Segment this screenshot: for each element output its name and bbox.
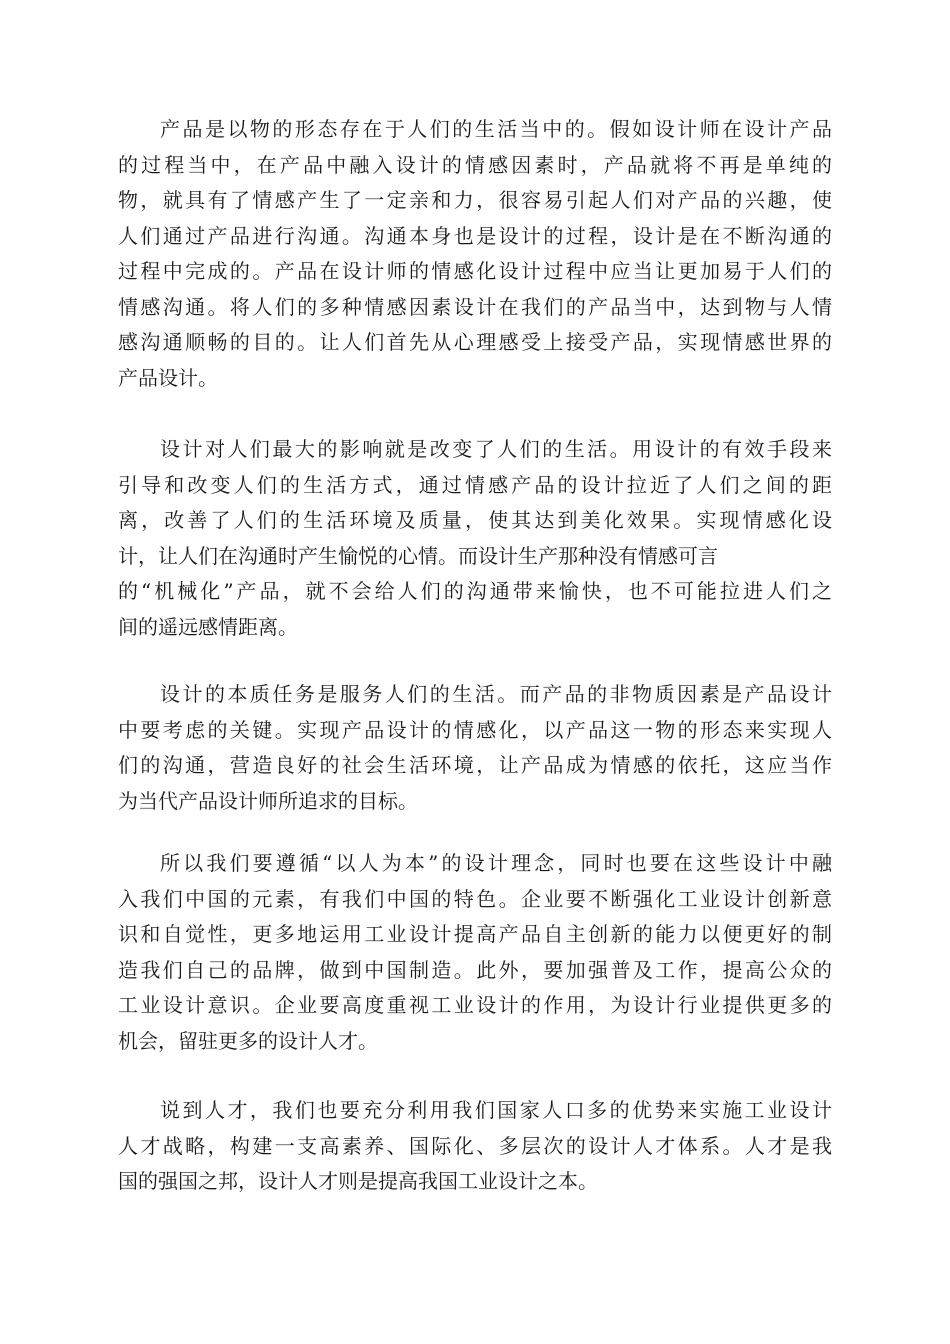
paragraph-line: 说到人才，我们也要充分利用我们国家人口多的优势来实施工业设计 [160,1098,832,1122]
paragraph-line: 物，就具有了情感产生了一定亲和力，很容易引起人们对产品的兴趣，使 [118,188,832,212]
paragraph-line: 感沟通顺畅的目的。让人们首先从心理感受上接受产品，实现情感世界的 [118,330,832,354]
paragraph-line: 造我们自己的品牌，做到中国制造。此外，要加强普及工作，提高公众的 [118,957,832,982]
paragraph-line: 设计对人们最大的影响就是改变了人们的生活。用设计的有效手段来 [160,437,832,461]
paragraph-line: 工业设计意识。企业要高度重视工业设计的作用，为设计行业提供更多的 [118,993,832,1017]
paragraph-line: 计，让人们在沟通时产生愉悦的心情。而设计生产那种没有情感可言 [118,543,718,568]
paragraph-line: 入我们中国的元素，有我们中国的特色。企业要不断强化工业设计创新意 [118,886,832,911]
paragraph-line: 为当代产品设计师所追求的目标。 [118,788,418,813]
paragraph-line: 引导和改变人们的生活方式，通过情感产品的设计拉近了人们之间的距 [118,472,832,497]
paragraph-line: 人才战略，构建一支高素养、国际化、多层次的设计人才体系。人才是我 [118,1133,832,1158]
paragraph-2 [118,432,832,645]
paragraph-3 [118,677,832,819]
paragraph-line: 机会，留驻更多的设计人才。 [118,1028,378,1053]
paragraph-line: 们的沟通，营造良好的社会生活环境，让产品成为情感的依托，这应当作 [118,753,832,777]
paragraph-line: 设计的本质任务是服务人们的生活。而产品的非物质因素是产品设计 [160,682,832,706]
paragraph-5 [118,1093,832,1200]
paragraph-line: 间的遥远感情距离。 [118,614,298,639]
paragraph-line: 的过程当中，在产品中融入设计的情感因素时，产品就将不再是单纯的 [118,152,832,177]
paragraph-line: 过程中完成的。产品在设计师的情感化设计过程中应当让更加易于人们的 [118,259,832,283]
paragraph-line: 情感沟通。将人们的多种情感因素设计在我们的产品当中，达到物与人情 [118,294,832,319]
paragraph-4 [118,846,832,1059]
paragraph-line: 产品设计。 [118,365,218,390]
paragraph-line: 中要考虑的关键。实现产品设计的情感化，以产品这一物的形态来实现人 [118,717,832,742]
paragraph-line: 人们通过产品进行沟通。沟通本身也是设计的过程，设计是在不断沟通的 [118,223,832,248]
paragraph-line: 国的强国之邦，设计人才则是提高我国工业设计之本。 [118,1169,598,1193]
paragraph-line: 所以我们要遵循“以人为本”的设计理念，同时也要在这些设计中融 [160,851,832,875]
paragraph-line: 产品是以物的形态存在于人们的生活当中的。假如设计师在设计产品 [160,117,832,141]
paragraph-1 [118,112,832,396]
paragraph-line: 识和自觉性，更多地运用工业设计提高产品自主创新的能力以便更好的制 [118,922,832,946]
paragraph-line: 的“机械化”产品，就不会给人们的沟通带来愉快，也不可能拉进人们之 [118,579,832,603]
paragraph-line: 离，改善了人们的生活环境及质量，使其达到美化效果。实现情感化设 [118,508,832,532]
